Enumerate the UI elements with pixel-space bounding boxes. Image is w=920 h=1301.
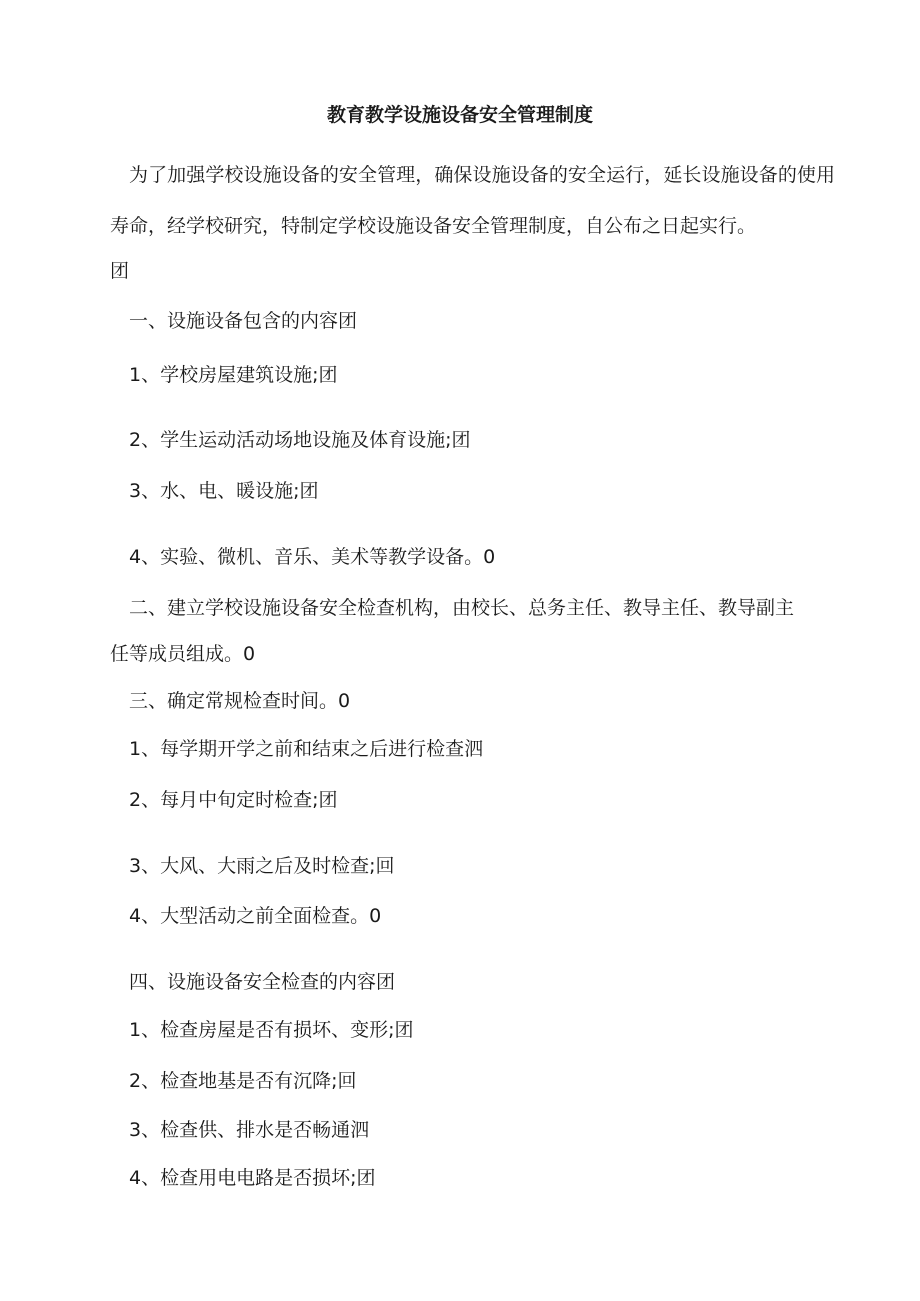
intro-paragraph: 为了加强学校设施设备的安全管理，确保设施设备的安全运行，延长设施设备的使用寿命，经学校研究，特制定学校设施设备安全管理制度，自公布之日起实行。 (110, 164, 835, 237)
list-item: 4、实验、微机、音乐、美术等教学设备。0 (129, 546, 496, 568)
document-title: 教育教学设施设备安全管理制度 (326, 104, 593, 126)
intro-trailing-mark: 团 (110, 260, 130, 282)
list-item: 4、大型活动之前全面检查。0 (129, 905, 382, 927)
list-item: 2、学生运动活动场地设施及体育设施;团 (129, 429, 471, 451)
list-item: 3、水、电、暖设施;团 (129, 480, 319, 502)
list-item: 3、检查供、排水是否畅通泗 (129, 1119, 370, 1141)
section-heading-1: 一、设施设备包含的内容团 (129, 310, 358, 332)
list-item: 1、每学期开学之前和结束之后进行检查泗 (129, 738, 484, 760)
list-item: 2、检查地基是否有沉降;回 (129, 1070, 357, 1092)
list-item: 2、每月中旬定时检查;团 (129, 789, 338, 811)
section-heading-4: 四、设施设备安全检查的内容团 (129, 971, 396, 993)
list-item: 4、检查用电电路是否损坏;团 (129, 1167, 376, 1189)
list-item: 3、大风、大雨之后及时检查;回 (129, 855, 395, 877)
section-heading-2-continued: 任等成员组成。0 (110, 643, 256, 665)
section-heading-3: 三、确定常规检查时间。0 (129, 690, 351, 712)
list-item: 1、学校房屋建筑设施;团 (129, 364, 338, 386)
section-heading-2: 二、建立学校设施设备安全检查机构，由校长、总务主任、教导主任、教导副主 (129, 597, 795, 619)
list-item: 1、检查房屋是否有损坏、变形;团 (129, 1019, 414, 1041)
